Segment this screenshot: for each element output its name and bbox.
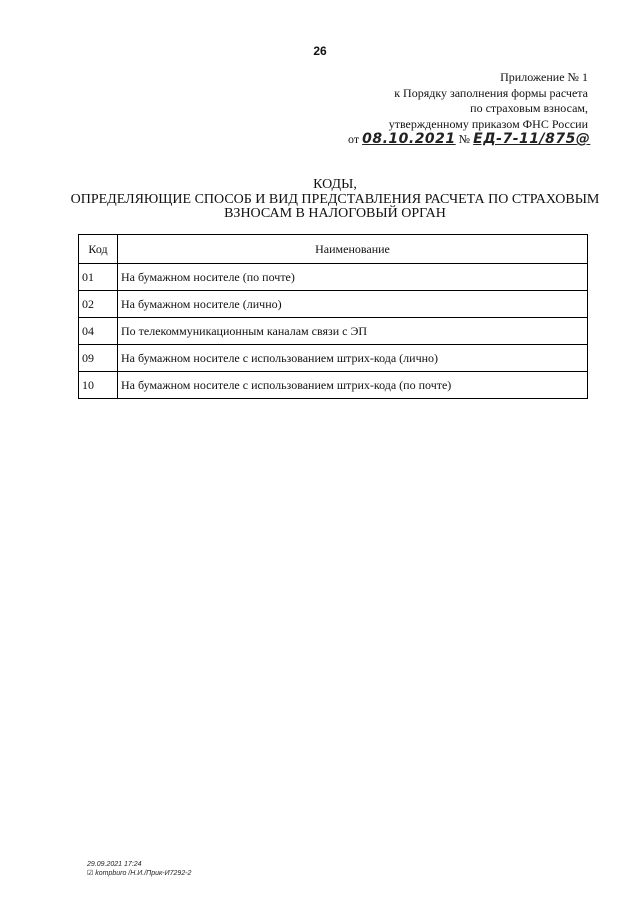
column-header-name: Наименование — [118, 235, 588, 264]
date-prefix: от — [348, 132, 360, 146]
cell-name: По телекоммуникационным каналам связи с ЭП — [118, 318, 588, 345]
cell-code: 04 — [79, 318, 118, 345]
appendix-line-4: утвержденному приказом ФНС России — [388, 116, 588, 131]
order-number: ЕД-7-11/875@ — [473, 131, 591, 147]
page-number: 26 — [313, 44, 327, 58]
footer-timestamp: 29.09.2021 17:24 — [87, 861, 142, 868]
cell-name: На бумажном носителе с использованием штрих-кода (по почте) — [118, 372, 588, 399]
cell-code: 01 — [79, 264, 118, 291]
appendix-line-2: к Порядку заполнения формы расчета — [394, 85, 588, 100]
cell-code: 02 — [79, 291, 118, 318]
heading-line-2: ОПРЕДЕЛЯЮЩИЕ СПОСОБ И ВИД ПРЕДСТАВЛЕНИЯ РАСЧЕТА ПО СТРАХОВЫМ — [70, 191, 600, 207]
cell-code: 10 — [79, 372, 118, 399]
table-row — [79, 372, 588, 399]
table-row — [79, 318, 588, 345]
heading-line-3: ВЗНОСАМ В НАЛОГОВЫЙ ОРГАН — [224, 206, 446, 221]
footer-stamp — [87, 861, 191, 878]
appendix-block — [348, 70, 591, 148]
table-row — [79, 264, 588, 291]
codes-table — [78, 234, 588, 399]
cell-name: На бумажном носителе с использованием штрих-кода (лично) — [118, 345, 588, 372]
column-header-code: Код — [79, 235, 118, 264]
footer-signature: kompburo /Н.И./Прик-И7292-2 — [95, 869, 192, 877]
footer-signature-line — [87, 870, 191, 879]
number-prefix: № — [458, 132, 471, 146]
order-date: 08.10.2021 — [362, 131, 456, 147]
document-heading — [40, 178, 630, 222]
appendix-line-3: по страховым взносам, — [470, 101, 588, 115]
appendix-date-line — [348, 131, 591, 148]
kompburo-logo-icon: ☑ — [87, 869, 94, 877]
appendix-title: Приложение № 1 — [500, 70, 588, 84]
table-row — [79, 345, 588, 372]
cell-name: На бумажном носителе (по почте) — [118, 264, 588, 291]
cell-code: 09 — [79, 345, 118, 372]
heading-line-1: КОДЫ, — [313, 177, 357, 192]
cell-name: На бумажном носителе (лично) — [118, 291, 588, 318]
table-header-row — [79, 235, 588, 264]
table-row — [79, 291, 588, 318]
